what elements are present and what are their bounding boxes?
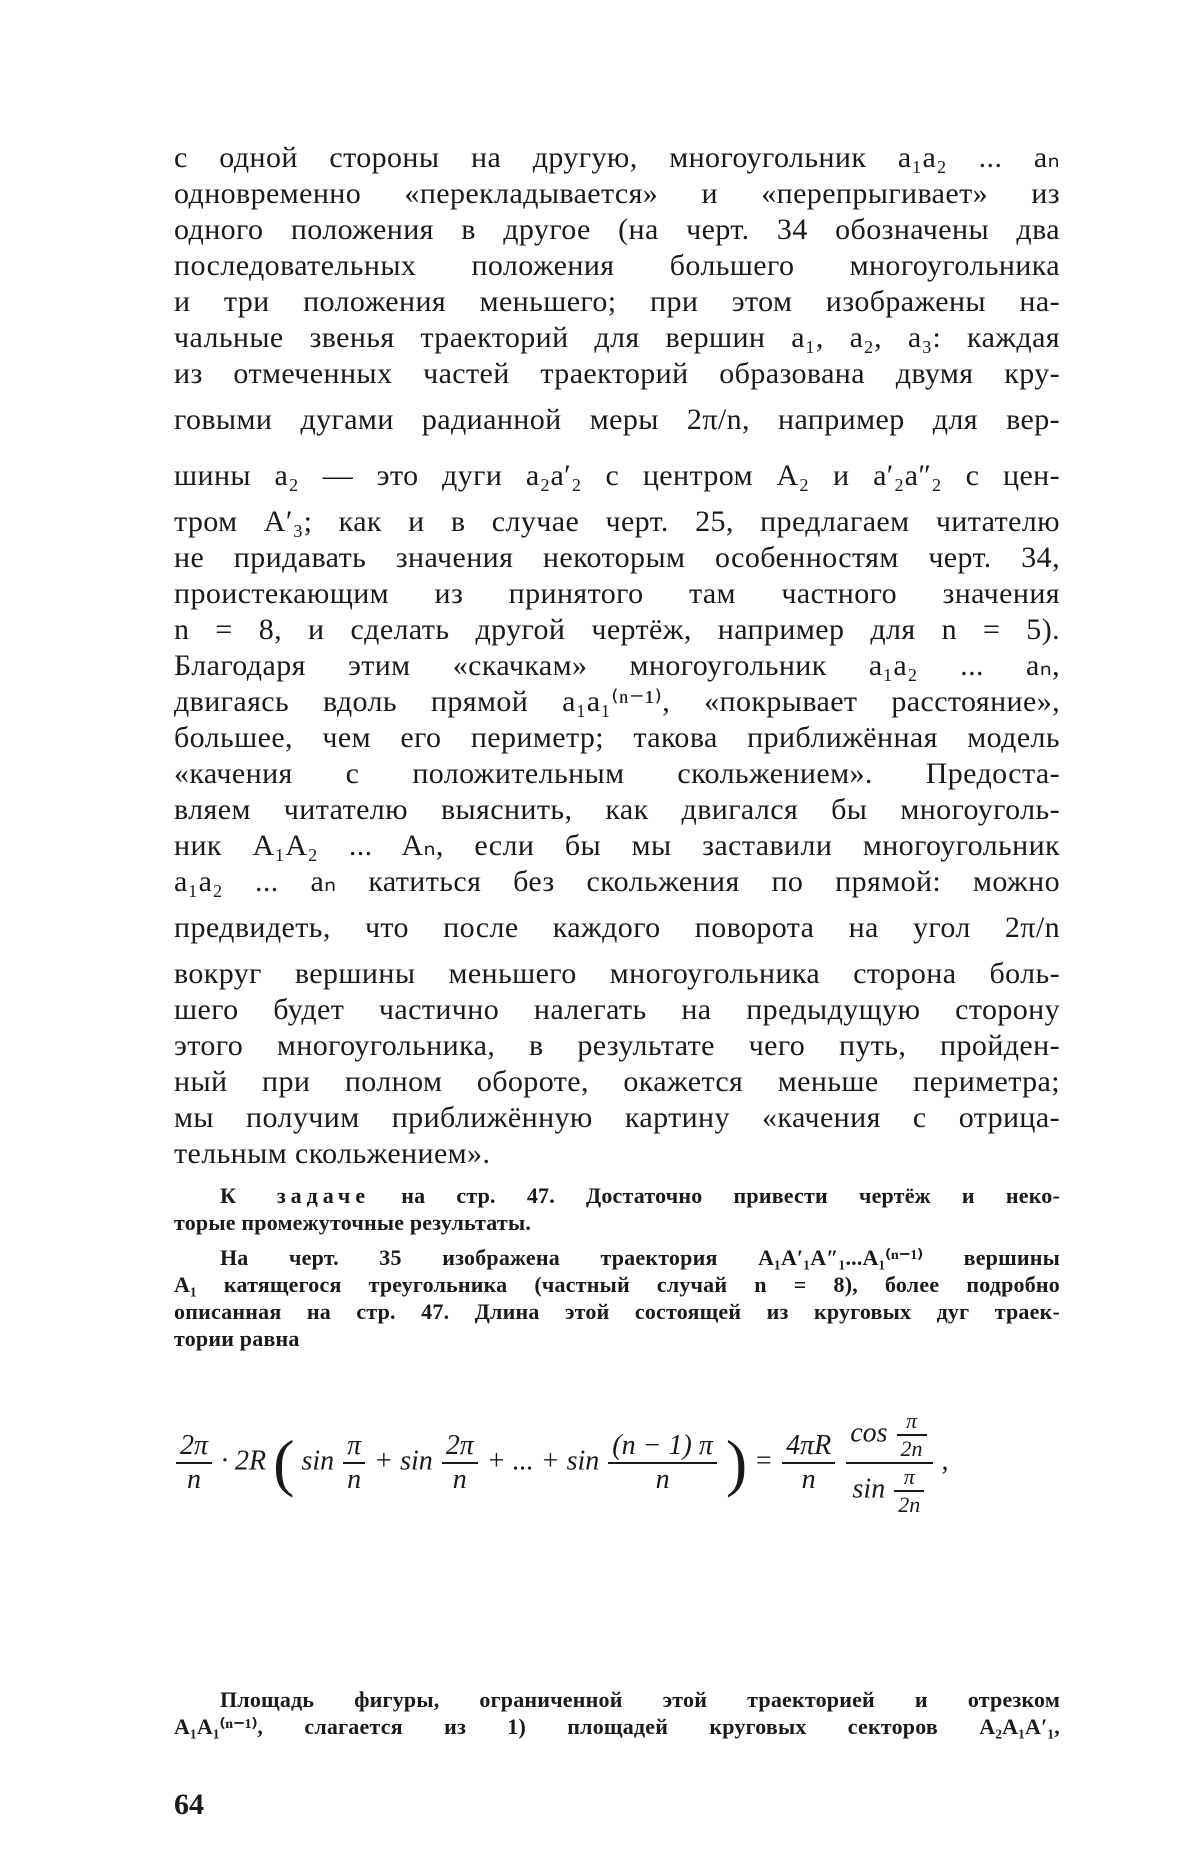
right-paren: ) xyxy=(726,1427,747,1498)
text-line: двигаясь вдоль прямой a₁a₁⁽ⁿ⁻¹⁾, «покрывает расстояние», xyxy=(174,684,1060,720)
fraction xyxy=(442,1430,478,1496)
sin-label: sin xyxy=(853,1473,886,1504)
fraction xyxy=(343,1430,365,1496)
denominator: 2n xyxy=(897,1436,927,1462)
numerator: π xyxy=(897,1408,927,1436)
sin-label: sin xyxy=(301,1445,334,1476)
area-note xyxy=(174,1686,1060,1740)
text-line: чальные звенья траекторий для вершин a₁, a₂, a₃: каждая xyxy=(174,320,1060,356)
left-paren: ( xyxy=(273,1427,294,1498)
denominator: n xyxy=(176,1464,212,1496)
denominator: 2n xyxy=(894,1492,924,1518)
numerator: (n − 1) π xyxy=(608,1430,717,1464)
text-line: говыми дугами радианной меры 2π/n, например для вер- xyxy=(174,392,1060,448)
plus-sign: + xyxy=(374,1445,393,1476)
denominator: n xyxy=(608,1464,717,1496)
text-line: ный при полном обороте, окажется меньше периметра; xyxy=(174,1064,1060,1100)
main-paragraph xyxy=(174,140,1060,1172)
numerator: π xyxy=(894,1464,924,1492)
text-line: ник A₁A₂ ... Aₙ, если бы мы заставили многоугольник xyxy=(174,828,1060,864)
text-line: n = 8, и сделать другой чертёж, например для n = 5). xyxy=(174,612,1060,648)
text-line: мы получим приближённую картину «качения с отрица- xyxy=(174,1100,1060,1136)
fraction xyxy=(897,1408,927,1462)
page-number: 64 xyxy=(174,1788,204,1822)
denominator: n xyxy=(782,1464,835,1496)
book-page xyxy=(0,0,1200,1862)
ellipsis: + ... + xyxy=(487,1445,560,1476)
factor: · 2R xyxy=(221,1445,266,1476)
note-line: тории равна xyxy=(174,1325,1060,1352)
note-line: На черт. 35 изображена траектория A₁A′₁A″₁...A₁⁽ⁿ⁻¹⁾ вершины xyxy=(174,1244,1060,1271)
formula-line xyxy=(174,1408,949,1518)
text-line: предвидеть, что после каждого поворота на угол 2π/n xyxy=(174,900,1060,956)
sin-label: sin xyxy=(400,1445,433,1476)
equals-sign: = xyxy=(754,1445,773,1476)
text-line: шего будет частично налегать на предыдущую сторону xyxy=(174,992,1060,1028)
trailing-comma: , xyxy=(942,1445,949,1476)
denominator: n xyxy=(343,1464,365,1496)
numerator: π xyxy=(343,1430,365,1464)
text-line: этого многоугольника, в результате чего путь, пройден- xyxy=(174,1028,1060,1064)
note-line: A₁A₁⁽ⁿ⁻¹⁾, слагается из 1) площадей круговых секторов A₂A₁A′₁, xyxy=(174,1713,1060,1740)
fraction xyxy=(894,1464,924,1518)
note-line: A₁ катящегося треугольника (частный случай n = 8), более подробно xyxy=(174,1271,1060,1298)
note-line xyxy=(174,1182,1060,1209)
numerator: 2π xyxy=(442,1430,478,1464)
note-line: описанная на стр. 47. Длина этой состоящей из круговых дуг траек- xyxy=(174,1298,1060,1325)
cos-sin-fraction xyxy=(846,1408,932,1518)
text-line: последовательных положения большего многоугольника xyxy=(174,248,1060,284)
note-lead: К задаче xyxy=(220,1183,370,1208)
note-line-text: на стр. 47. Достаточно привести чертёж и неко- xyxy=(401,1183,1060,1208)
text-line: большее, чем его периметр; такова приближённая модель xyxy=(174,720,1060,756)
sin-label: sin xyxy=(567,1445,600,1476)
numerator: 2π xyxy=(176,1430,212,1464)
denominator: n xyxy=(442,1464,478,1496)
text-line: из отмеченных частей траекторий образована двумя кру- xyxy=(174,356,1060,392)
problem-note xyxy=(174,1182,1060,1236)
note-line: Площадь фигуры, ограниченной этой траекторией и отрезком xyxy=(174,1686,1060,1713)
text-line: одного положения в другое (на черт. 34 обозначены два xyxy=(174,212,1060,248)
numerator xyxy=(846,1408,932,1464)
fraction xyxy=(782,1430,835,1496)
text-line: вокруг вершины меньшего многоугольника сторона боль- xyxy=(174,956,1060,992)
text-line: проистекающим из принятого там частного значения xyxy=(174,576,1060,612)
text-line: не придавать значения некоторым особенностям черт. 34, xyxy=(174,540,1060,576)
trajectory-note xyxy=(174,1244,1060,1352)
cos-label: cos xyxy=(850,1417,887,1448)
text-line: тельным скольжением». xyxy=(174,1136,1060,1172)
length-formula xyxy=(174,1390,1060,1500)
text-line: с одной стороны на другую, многоугольник a₁a₂ ... aₙ xyxy=(174,140,1060,176)
denominator xyxy=(846,1464,932,1518)
text-line: a₁a₂ ... aₙ катиться без скольжения по прямой: можно xyxy=(174,864,1060,900)
text-line: и три положения меньшего; при этом изображены на- xyxy=(174,284,1060,320)
note-line: торые промежуточные результаты. xyxy=(174,1209,1060,1236)
text-line: шины a₂ — это дуги a₂a′₂ с центром A₂ и a′₂a″₂ с цен- xyxy=(174,448,1060,504)
text-line: вляем читателю выяснить, как двигался бы многоуголь- xyxy=(174,792,1060,828)
fraction xyxy=(176,1430,212,1496)
fraction xyxy=(608,1430,717,1496)
text-line: Благодаря этим «скачкам» многоугольник a₁a₂ ... aₙ, xyxy=(174,648,1060,684)
numerator: 4πR xyxy=(782,1430,835,1464)
text-line: одновременно «перекладывается» и «перепрыгивает» из xyxy=(174,176,1060,212)
text-line: тром A′₃; как и в случае черт. 25, предлагаем читателю xyxy=(174,504,1060,540)
text-line: «качения с положительным скольжением». Предоста- xyxy=(174,756,1060,792)
